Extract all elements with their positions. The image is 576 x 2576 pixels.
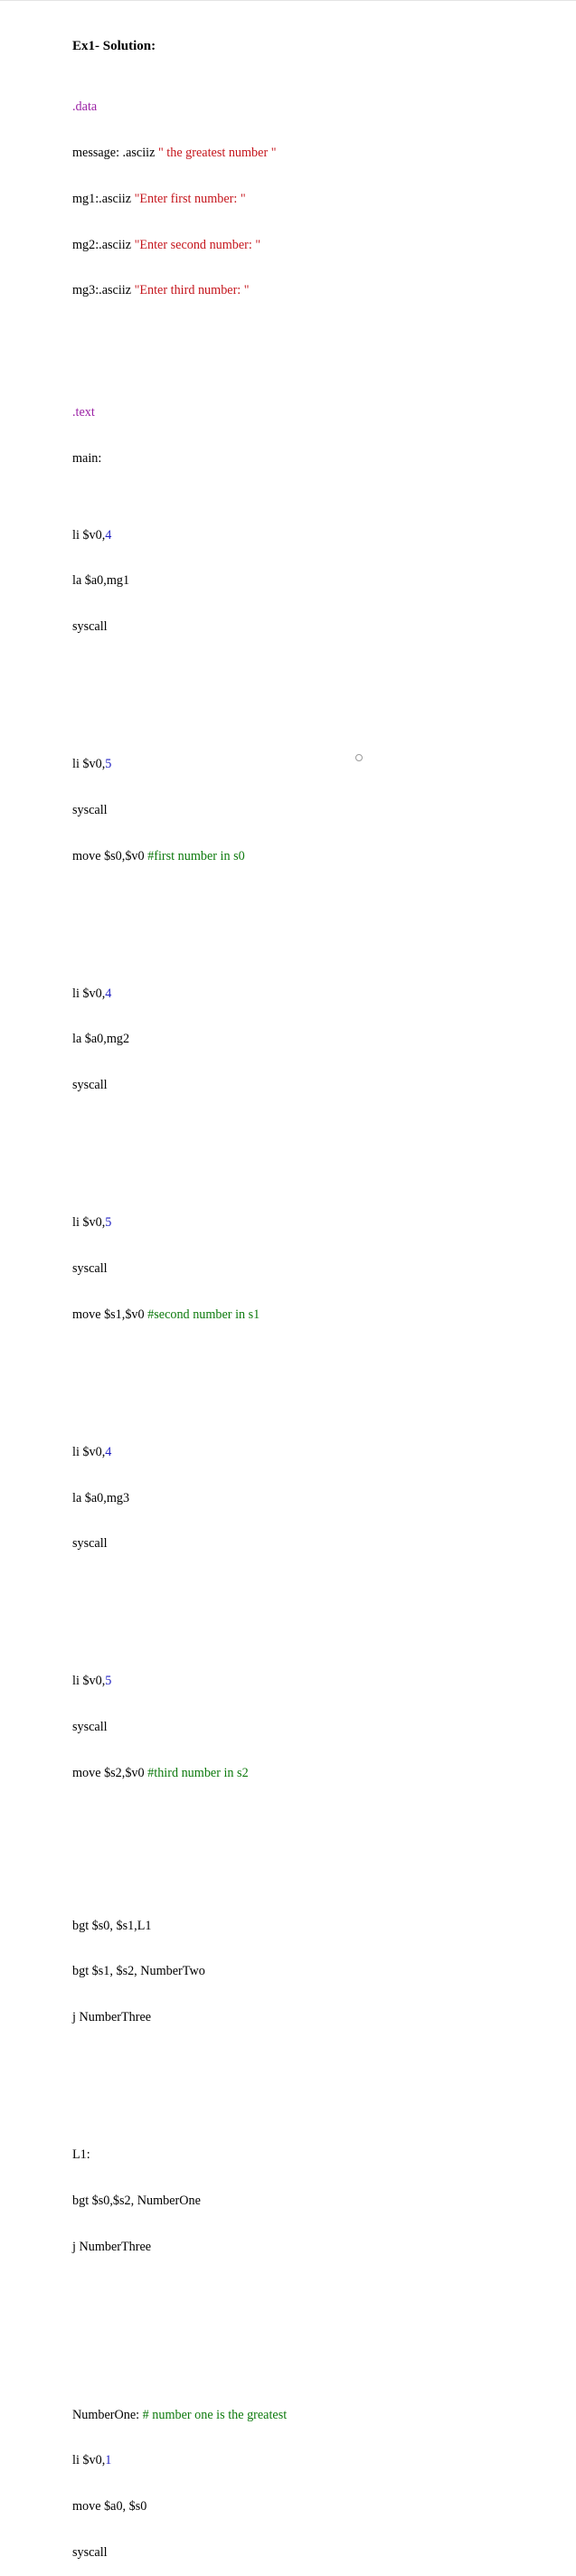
data-string: " the greatest number " bbox=[157, 146, 277, 161]
code-line-li bbox=[72, 528, 287, 543]
code-line-la: la $a0,mg2 bbox=[72, 1032, 130, 1047]
page-top-border bbox=[0, 0, 576, 1]
code-line-li bbox=[72, 757, 287, 772]
code-line-li bbox=[72, 986, 287, 1002]
code-line-bgt: bgt $s0, $s1,L1 bbox=[72, 1918, 152, 1933]
data-directive: .data bbox=[72, 99, 98, 115]
code-line-syscall: syscall bbox=[72, 1536, 108, 1552]
data-string: "Enter second number: " bbox=[134, 237, 261, 252]
li-number: 4 bbox=[105, 986, 112, 1001]
code-line-bgt: bgt $s1, $s2, NumberTwo bbox=[72, 1964, 205, 1979]
li-prefix: li $v0, bbox=[72, 757, 106, 772]
blank-line bbox=[72, 344, 287, 360]
move-instruction: move $s0,$v0 bbox=[72, 848, 148, 863]
data-string: "Enter third number: " bbox=[134, 283, 250, 298]
number-one-label: NumberOne: bbox=[72, 2407, 143, 2422]
li-prefix: li $v0, bbox=[72, 1674, 106, 1689]
li-number: 1 bbox=[105, 2453, 112, 2468]
data-line-mg2 bbox=[72, 238, 287, 253]
main-label: main: bbox=[72, 451, 102, 467]
move-instruction: move $s2,$v0 bbox=[72, 1765, 148, 1780]
blank-lines bbox=[72, 2300, 287, 2346]
code-line-la: la $a0,mg3 bbox=[72, 1490, 130, 1505]
code-line-move: move $a0, $s0 bbox=[72, 2499, 147, 2515]
code-comment: #third number in s2 bbox=[147, 1765, 249, 1780]
code-line-move bbox=[72, 1307, 287, 1323]
blank-line bbox=[72, 1139, 287, 1155]
li-prefix: li $v0, bbox=[72, 2453, 106, 2468]
code-line-jump: j NumberThree bbox=[72, 2010, 152, 2025]
data-line-mg1 bbox=[72, 192, 287, 207]
code-line-syscall: syscall bbox=[72, 1720, 108, 1735]
code-line-move bbox=[72, 1766, 287, 1781]
code-comment: #first number in s0 bbox=[147, 848, 245, 863]
data-line-mg3 bbox=[72, 283, 287, 298]
blank-lines bbox=[72, 1826, 287, 1857]
code-line-syscall: syscall bbox=[72, 1260, 108, 1276]
data-label: mg2:.asciiz bbox=[72, 237, 135, 252]
li-prefix: li $v0, bbox=[72, 1444, 106, 1459]
code-line-syscall: syscall bbox=[72, 802, 108, 817]
code-line-li bbox=[72, 1445, 287, 1460]
document-body bbox=[72, 8, 287, 2576]
code-line-la: la $a0,mg1 bbox=[72, 573, 130, 589]
code-line-move bbox=[72, 849, 287, 864]
solution-title: Ex1- Solution: bbox=[72, 38, 156, 53]
code-line-syscall: syscall bbox=[72, 1078, 108, 1093]
code-line-jump: j NumberThree bbox=[72, 2239, 152, 2254]
code-line-syscall: syscall bbox=[72, 619, 108, 635]
number-one-label-line bbox=[72, 2408, 287, 2423]
l1-label: L1: bbox=[72, 2147, 90, 2163]
code-comment: # number one is the greatest bbox=[142, 2407, 288, 2422]
blank-line bbox=[72, 2071, 287, 2087]
li-number: 4 bbox=[105, 1444, 112, 1459]
li-number: 5 bbox=[105, 1674, 112, 1689]
data-label: mg3:.asciiz bbox=[72, 283, 135, 298]
code-line-li bbox=[72, 2453, 287, 2468]
code-comment: #second number in s1 bbox=[147, 1307, 260, 1322]
data-label: mg1:.asciiz bbox=[72, 191, 135, 206]
blank-line bbox=[72, 910, 287, 925]
blank-line bbox=[72, 1598, 287, 1613]
code-line-li bbox=[72, 1674, 287, 1689]
li-number: 5 bbox=[105, 757, 112, 772]
page-edge-mark bbox=[355, 754, 363, 761]
li-prefix: li $v0, bbox=[72, 1215, 106, 1231]
li-prefix: li $v0, bbox=[72, 527, 106, 543]
data-label: message: .asciiz bbox=[72, 146, 158, 161]
text-directive: .text bbox=[72, 405, 95, 420]
code-line-bgt: bgt $s0,$s2, NumberOne bbox=[72, 2194, 201, 2208]
li-prefix: li $v0, bbox=[72, 986, 106, 1001]
li-number: 4 bbox=[105, 527, 112, 543]
blank-line bbox=[72, 1368, 287, 1383]
blank-line bbox=[72, 681, 287, 696]
code-line-syscall: syscall bbox=[72, 2544, 108, 2560]
move-instruction: move $s1,$v0 bbox=[72, 1307, 148, 1322]
code-line-li bbox=[72, 1215, 287, 1231]
li-number: 5 bbox=[105, 1215, 112, 1231]
data-line-message bbox=[72, 146, 287, 161]
data-string: "Enter first number: " bbox=[134, 191, 246, 206]
